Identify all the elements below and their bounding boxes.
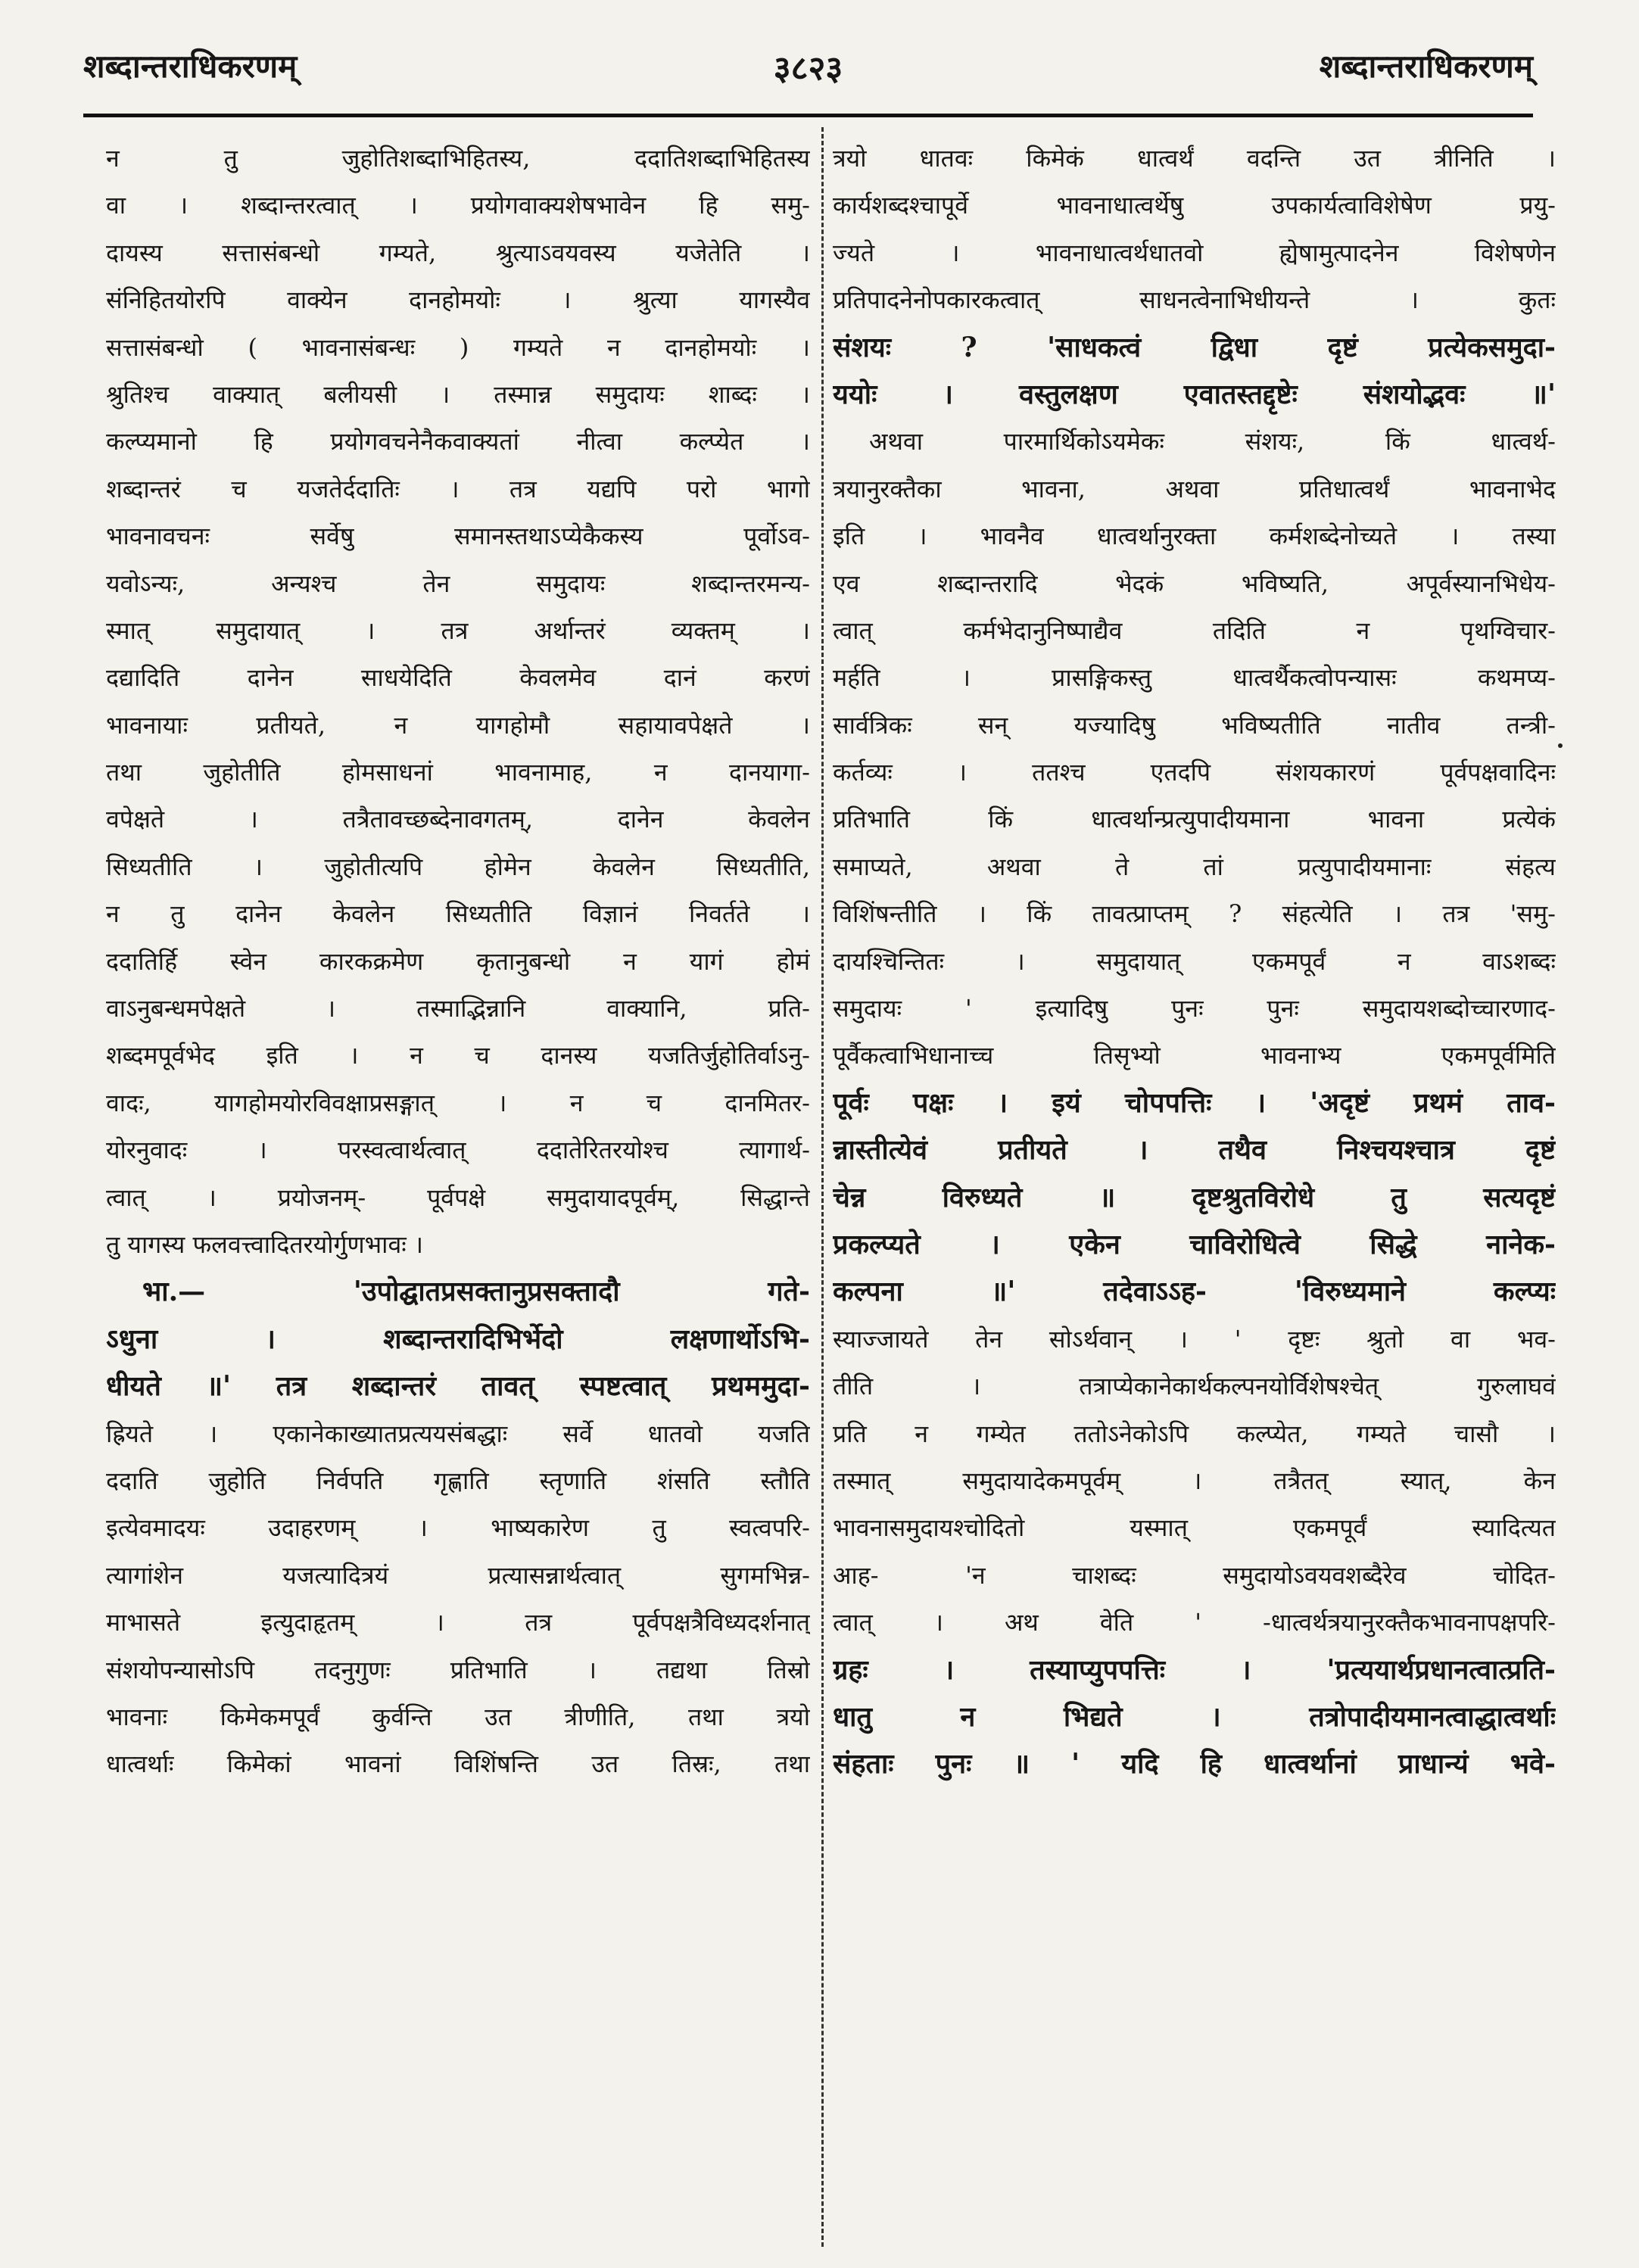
right-column-line: कार्यशब्दश्चापूर्वे भावनाधात्वर्थेषु उपकार्यत्वाविशेषेण प्रयु-: [833, 191, 1556, 220]
right-column-line: त्रयो धातवः किमेकं धात्वर्थं वदन्ति उत त्रीनिति ।: [833, 144, 1556, 173]
left-column-line: ऽधुना । शब्दान्तरादिभिर्भेदो लक्षणार्थोऽभि-: [106, 1322, 810, 1355]
left-column-line: स्मात् समुदायात् । तत्र अर्थान्तरं व्यक्तम् ।: [106, 615, 810, 645]
left-column-line: दद्यादिति दानेन साधयेदिति केवलमेव दानं करणं: [106, 663, 810, 693]
left-column-line: भावनायाः प्रतीयते, न यागहोमौ सहायावपेक्षते ।: [106, 710, 810, 740]
right-column-line: प्रति न गम्येत ततोऽनेकोऽपि कल्प्येत, गम्यते चासौ ।: [833, 1419, 1556, 1448]
column-divider: [821, 127, 824, 2247]
right-column-line: कर्तव्यः । ततश्च एतदपि संशयकारणं पूर्वपक्षवादिनः: [833, 758, 1556, 787]
left-column-line: वादः, यागहोमयोरविवक्षाप्रसङ्गात् । न च दानमितर-: [106, 1088, 810, 1117]
right-column-line: तस्मात् समुदायादेकमपूर्वम् । तत्रैतत् स्यात्, केन: [833, 1466, 1556, 1495]
right-column-line: मर्हति । प्रासङ्गिकस्तु धात्वर्थैकत्वोपन्यासः कथमप्य-: [833, 663, 1556, 693]
left-column-line: ह्रियते । एकानेकाख्यातप्रत्ययसंबद्धाः सर्वे धातवो यजति: [106, 1419, 810, 1448]
left-column-line: तथा जुहोतीति होमसाधनां भावनामाह, न दानयागा-: [106, 758, 810, 787]
left-column-line: शब्दमपूर्वभेद इति । न च दानस्य यजतिर्जुहोतिर्वाऽनु-: [106, 1041, 810, 1070]
right-column-line: चेन्न विरुध्यते ॥ दृष्टश्रुतविरोधे तु सत्यदृष्टं: [833, 1181, 1556, 1213]
left-column-line: धीयते ॥' तत्र शब्दान्तरं तावत् स्पष्टत्वात् प्रथममुदा-: [106, 1370, 810, 1403]
header-left-title: शब्दान्तराधिकरणम्: [83, 48, 298, 85]
left-column-line: न तु जुहोतिशब्दाभिहितस्य, ददातिशब्दाभिहितस्य: [106, 144, 810, 173]
page-number: ३८२३: [773, 49, 843, 88]
right-column-line: संशयः ? 'साधकत्वं द्विधा दृष्टं प्रत्येकसमुदा-: [833, 331, 1556, 363]
left-column-line: श्रुतिश्च वाक्यात् बलीयसी । तस्मान्न समुदायः शाब्दः ।: [106, 379, 810, 409]
left-column-line: इत्येवमादयः उदाहरणम् । भाष्यकारेण तु स्वत्वपरि-: [106, 1513, 810, 1543]
right-column-line: तीति । तत्राप्येकानेकार्थकल्पनयोर्विशेषश्चेत् गुरुलाघवं: [833, 1372, 1556, 1401]
right-column-line: प्रकल्प्यते । एकेन चाविरोधित्वे सिद्धे नानेक-: [833, 1228, 1556, 1260]
right-column-line: समुदायः ' इत्यादिषु पुनः पुनः समुदायशब्दोच्चारणाद-: [833, 994, 1556, 1023]
right-column-line: स्याज्जायते तेन सोऽर्थवान् । ' दृष्टः श्रुतो वा भव-: [833, 1324, 1556, 1354]
right-column-line: पूर्वः पक्षः । इयं चोपपत्तिः । 'अदृष्टं प्रथमं ताव-: [833, 1086, 1556, 1119]
right-column-line: ज्यते । भावनाधात्वर्थधातवो ह्येषामुत्पादनेन विशेषणेन: [833, 238, 1556, 267]
left-column-line: दायस्य सत्तासंबन्धो गम्यते, श्रुत्याऽवयवस्य यजेतेति ।: [106, 238, 810, 267]
right-column-line: एव शब्दान्तरादि भेदकं भविष्यति, अपूर्वस्यानभिधेय-: [833, 569, 1556, 598]
left-column-line: कल्प्यमानो हि प्रयोगवचनेनैकवाक्यतां नीत्वा कल्प्येत ।: [106, 427, 810, 456]
running-header: [83, 44, 1533, 98]
left-column-line: संशयोपन्यासोऽपि तदनुगुणः प्रतिभाति । तद्यथा तिस्रो: [106, 1655, 810, 1684]
left-column-line: वाऽनुबन्धमपेक्षते । तस्माद्भिन्नानि वाक्यानि, प्रति-: [106, 994, 810, 1023]
right-column-line: त्रयानुरक्तैका भावना, अथवा प्रतिधात्वर्थं भावनाभेद: [833, 474, 1556, 503]
right-column-line: ययोः । वस्तुलक्षण एवातस्तद्दृष्टेः संशयोद्भवः ॥': [833, 378, 1556, 410]
left-column-line: ददातिर्हि स्वेन कारकक्रमेण कृतानुबन्धो न यागं होमं: [106, 946, 810, 976]
left-column-line: तु यागस्य फलवत्त्वादितरयोर्गुणभावः ।: [106, 1229, 423, 1259]
right-column-line: भावनासमुदायश्चोदितो यस्मात् एकमपूर्वं स्यादित्यत: [833, 1513, 1556, 1543]
right-column-line: त्वात् कर्मभेदानुनिष्पाद्यैव तदिति न पृथग्विचार-: [833, 615, 1556, 645]
right-column-line: अथवा पारमार्थिकोऽयमेकः संशयः, किं धात्वर्थ-: [869, 427, 1556, 456]
right-column-line: इति । भावनैव धात्वर्थानुरक्ता कर्मशब्देनोच्यते । तस्या: [833, 522, 1556, 551]
right-column-line: कल्पना ॥' तदेवाऽऽह- 'विरुध्यमाने कल्प्यः: [833, 1276, 1556, 1308]
left-column-line: त्वात् । प्रयोजनम्- पूर्वपक्षे समुदायादपूर्वम्, सिद्धान्ते: [106, 1182, 810, 1212]
header-rule: [83, 114, 1533, 117]
right-column-line: दायश्चिन्तितः । समुदायात् एकमपूर्वं न वाऽशब्दः: [833, 946, 1556, 976]
left-column-line: भावनाः किमेकमपूर्वं कुर्वन्ति उत त्रीणीति, तथा त्रयो: [106, 1702, 810, 1731]
right-column-line: सार्वत्रिकः सन् यज्यादिषु भविष्यतीति नातीव तन्त्री-: [833, 710, 1556, 740]
left-column-line: भावनावचनः सर्वेषु समानस्तथाऽप्येकैकस्य पूर्वोऽव-: [106, 522, 810, 551]
right-column-line: आह- 'न चाशब्दः समुदायोऽवयवशब्दैरेव चोदित-: [833, 1560, 1556, 1590]
right-column-line: त्वात् । अथ वेति ' -धात्वर्थत्रयानुरक्तैकभावनापक्षपरि-: [833, 1608, 1556, 1637]
right-column-line: न्नास्तीत्येवं प्रतीयते । तथैव निश्चयश्चात्र दृष्टं: [833, 1134, 1556, 1167]
left-column-line: त्यागांशेन यजत्यादित्रयं प्रत्यासन्नार्थत्वात् सुगमभिन्न-: [106, 1560, 810, 1590]
right-column-line: धातु न भिद्यते । तत्रोपादीयमानत्वाद्धात्वर्थाः: [833, 1700, 1556, 1733]
left-column-line: सिध्यतीति । जुहोतीत्यपि होमेन केवलेन सिध्यतीति,: [106, 852, 810, 881]
left-column-line: यवोऽन्यः, अन्यश्च तेन समुदायः शब्दान्तरमन्य-: [106, 569, 810, 598]
left-column-line: भा.— 'उपोद्घातप्रसक्तानुप्रसक्तादौ गते-: [142, 1276, 810, 1308]
left-column-line: धात्वर्थाः किमेकां भावनां विशिंषन्ति उत तिस्रः, तथा: [106, 1749, 810, 1779]
right-column-line: समाप्यते, अथवा ते तां प्रत्युपादीयमानाः संहत्य: [833, 852, 1556, 881]
right-column-line: ग्रहः । तस्याप्युपपत्तिः । 'प्रत्ययार्थप्रधानत्वात्प्रति-: [833, 1653, 1556, 1686]
header-right-title: शब्दान्तराधिकरणम्: [1319, 48, 1533, 85]
left-column-line: वा । शब्दान्तरत्वात् । प्रयोगवाक्यशेषभावेन हि समु-: [106, 191, 810, 220]
left-column-line: ददाति जुहोति निर्वपति गृह्णाति स्तृणाति शंसति स्तौति: [106, 1466, 810, 1495]
right-column-line: पूर्वैकत्वाभिधानाच्च तिसृभ्यो भावनाभ्य एकमपूर्वमिति: [833, 1041, 1556, 1070]
right-column-line: विशिंषन्तीति । किं तावत्प्राप्तम् ? संहत्येति । तत्र 'समु-: [833, 899, 1556, 929]
left-column-line: शब्दान्तरं च यजतेर्ददातिः । तत्र यद्यपि परो भागो: [106, 474, 810, 503]
right-column-line: प्रतिभाति किं धात्वर्थान्प्रत्युपादीयमाना भावना प्रत्येकं: [833, 805, 1556, 834]
left-column-line: योरनुवादः । परस्वत्वार्थत्वात् ददातेरितरयोश्च त्यागार्थ-: [106, 1136, 810, 1165]
left-column-line: माभासते इत्युदाहृतम् । तत्र पूर्वपक्षत्रैविध्यदर्शनात्: [106, 1608, 810, 1637]
right-column: [833, 135, 1556, 1788]
right-column-line: प्रतिपादनेनोपकारकत्वात् साधनत्वेनाभिधीयन्ते । कुतः: [833, 285, 1556, 315]
left-column-line: सत्तासंबन्धो ( भावनासंबन्धः ) गम्यते न दानहोमयोः ।: [106, 332, 810, 362]
left-column-line: न तु दानेन केवलेन सिध्यतीति विज्ञानं निवर्तते ।: [106, 899, 810, 929]
left-column-line: संनिहितयोरपि वाक्येन दानहोमयोः । श्रुत्या यागस्यैव: [106, 285, 810, 315]
margin-mark: [1558, 743, 1563, 748]
left-column-line: वपेक्षते । तत्रैतावच्छब्देनावगतम्, दानेन केवलेन: [106, 805, 810, 834]
left-column: [106, 135, 810, 1788]
right-column-line: संहताः पुनः ॥ ' यदि हि धात्वर्थानां प्राधान्यं भवे-: [833, 1748, 1556, 1780]
